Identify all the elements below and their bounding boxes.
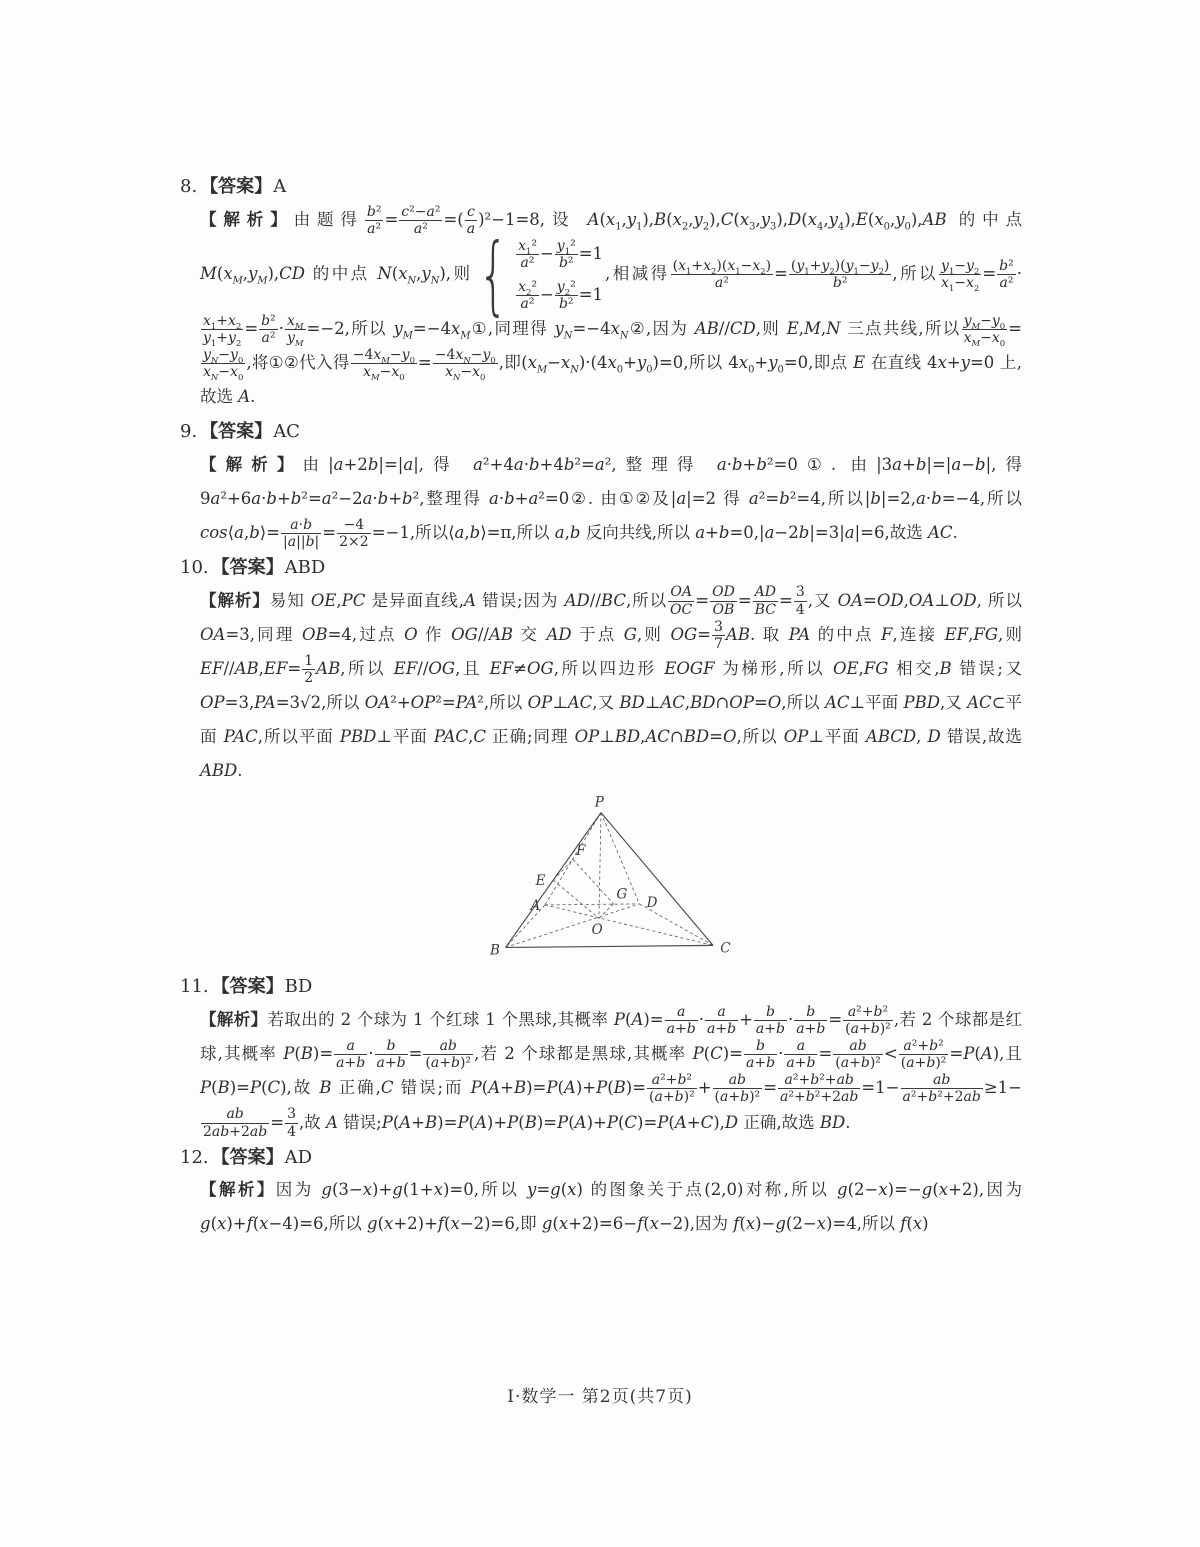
fraction: $\frac{a}{a+b}$	[786, 1038, 816, 1072]
answer-value: AC	[273, 421, 300, 443]
fraction: $\frac{a}{a+b}$	[666, 1004, 696, 1038]
question-number: 8.	[180, 176, 198, 197]
fraction: $\frac{y_1^2}{\text{b²}}$	[556, 237, 576, 271]
fraction: $\frac{b}{a+b}$	[796, 1004, 826, 1038]
edge-OG	[599, 904, 614, 919]
fraction: $\frac{-4}{2\times 2}$	[339, 516, 369, 550]
fraction: $\frac{b}{a+b}$	[376, 1038, 406, 1072]
fraction: $\frac{b}{a+b}$	[746, 1038, 776, 1072]
solution-label: 【解析】	[200, 590, 270, 610]
edge-EF	[553, 860, 573, 881]
fraction: $\frac{a\cdot b}{|a||b|}$	[283, 516, 320, 550]
vertex-label-F: F	[576, 843, 586, 860]
fraction: $\frac{ab}{\text{a²+b²+2ab}}$	[902, 1072, 981, 1106]
answer-line	[180, 173, 1022, 202]
fraction: $\frac{x_M}{y_M}$	[287, 313, 304, 348]
solution-paragraph: 【解析】由|a+2b|=|a|,得 a²+4a·b+4b²=a²,整理得 a·b+b²=0①. 由|3a+b|=|a−b|,得 9a²+6a·b+b²=a²−2a·b+b²,整理得 a·b+a²=0②. 由①②及|a|=2 得 a²=b²=4,所以|b|=2,a·b=−4,所以 cos⟨a,b⟩= $\frac{a\cdot b}{|a||b|}$ = $\frac{-4}{2\times 2}$ =−1,所以⟨a,b⟩=π,所以 a,b 反向共线,所以 a+b=0,|a−2b|=3|a|=6,故选 AC.	[200, 455, 1022, 550]
fraction: $\frac{a}{a+b}$	[706, 1004, 737, 1038]
fraction: $\frac{3}{7}$	[714, 618, 723, 652]
solution-label: 【解析】	[200, 455, 303, 475]
question-block	[180, 173, 1022, 414]
vertex-label-O: O	[591, 922, 603, 939]
fraction: $\frac{b}{a+b}$	[755, 1004, 785, 1038]
fraction: $\frac{1}{2}$	[304, 652, 314, 686]
system-equation: $\frac{x_1^2}{\text{a²}}$ − $\frac{y_1^2}{\text{b²}}$ =1	[518, 237, 604, 271]
fraction: $\frac{x_1^2}{\text{a²}}$	[518, 237, 537, 271]
question-number: 12.	[180, 1146, 209, 1168]
fraction: $\frac{ab}{\text{(a+b)²}}$	[714, 1072, 761, 1106]
vertex-label-P: P	[594, 795, 604, 811]
solution-paragraph: 【解析】易知 OE,PC 是异面直线,A 错误;因为 AD//BC,所以 $\frac{OA}{OC}$ = $\frac{OD}{OB}$ = $\frac{AD}{BC}$ = $\frac{3}{4}$ ,又 OA=OD,OA⊥OD, 所以 OA=3,同理 OB=4,过点 O 作 OG//AB 交 AD 于点 G,则 OG= $\frac{3}{7}$ AB. 取 PA 的中点 F,连接 EF,FG,则 EF//AB,EF= $\frac{1}{2}$ AB,所以 EF//OG,且 EF≠OG,所以四边形 EOGF 为梯形,所以 OE,FG 相交,B 错误;又 OP=3,PA=3√2,所以 OA²+OP²=PA²,所以 OP⊥AC,又 BD⊥AC,BD∩OP=O,所以 AC⊥平面 PBD,又 AC⊂平面 PAC,所以平面 PBD⊥平面 PAC,C 正确;同理 OP⊥BD,AC∩BD=O,所以 OP⊥平面 ABCD, D 错误,故选 ABD.	[200, 584, 1022, 780]
vertex-label-B: B	[490, 943, 500, 960]
answer-label: 【答案】	[200, 176, 273, 197]
vertex-label-C: C	[720, 941, 731, 958]
answer-line	[180, 1144, 1022, 1173]
vertex-label-D: D	[646, 895, 658, 912]
edge-PO	[599, 813, 601, 919]
fraction: $\frac{y_M-y_0}{x_M-x_0}$	[963, 313, 1006, 348]
question-number: 10.	[180, 556, 209, 578]
fraction: $\frac{3}{4}$	[287, 1106, 296, 1140]
solution-paragraph: 【解析】若取出的 2 个球为 1 个红球 1 个黑球,其概率 P(A)= $\frac{a}{a+b}$ · $\frac{a}{a+b}$ + $\frac{b}{a+b}$ · $\frac{b}{a+b}$ = $\frac{\text{a²+b²}}{\text{(a+b)²}}$ ,若 2 个球都是红球,其概率 P(B)= $\frac{a}{a+b}$ · $\frac{b}{a+b}$ = $\frac{ab}{\text{(a+b)²}}$ ,若 2 个球都是黑球,其概率 P(C)= $\frac{b}{a+b}$ · $\frac{a}{a+b}$ = $\frac{ab}{\text{(a+b)²}}$ < $\frac{\text{a²+b²}}{\text{(a+b)²}}$ =P(A),且 P(B)=P(C),故 B 正确,C 错误;而 P(A+B)=P(A)+P(B)= $\frac{\text{a²+b²}}{\text{(a+b)²}}$ + $\frac{ab}{\text{(a+b)²}}$ = $\frac{\text{a²+b²+ab}}{\text{a²+b²+2ab}}$ =1− $\frac{ab}{\text{a²+b²+2ab}}$ ≥1− $\frac{ab}{2ab+2ab}$ = $\frac{3}{4}$ ,故 A 错误;P(A+B)=P(A)+P(B)=P(A)+P(C)=P(A+C),D 正确,故选 BD.	[200, 1004, 1022, 1140]
fraction: $\frac{\text{c²−a²}}{\text{a²}}$	[401, 203, 441, 237]
edge-PB	[506, 813, 601, 948]
page-footer: Ⅰ·数学一 第2页(共7页)	[507, 1387, 693, 1407]
fraction: $\frac{3}{4}$	[795, 584, 805, 618]
edge-PC	[601, 813, 713, 946]
fraction: $\frac{OA}{OC}$	[670, 584, 693, 618]
fraction: $\frac{\text{b²}}{\text{a²}}$	[366, 203, 382, 237]
fraction: $\frac{y_2^2}{\text{b²}}$	[556, 278, 576, 313]
fraction: $\frac{AD}{BC}$	[754, 584, 776, 618]
fraction: $\frac{(x_1+x_2)(x_1-x_2)}{\text{a²}}$	[672, 257, 772, 292]
answer-label: 【答案】	[211, 976, 284, 998]
solution-label: 【解析】	[200, 1010, 268, 1030]
answer-label: 【答案】	[211, 1146, 284, 1168]
answer-value: BD	[284, 976, 313, 998]
fraction: $\frac{y_N-y_0}{x_N-x_0}$	[203, 347, 244, 383]
solution-paragraph: 【解析】由题得 $\frac{\text{b²}}{\text{a²}}$ = $\frac{\text{c²−a²}}{\text{a²}}$ =( $\frac{c}{a}$ )²−1=8,设 $A(x_1,y_1),B(x_2,y_2),C(x_3,y_3),D(x_4,y_4),E(x_0,y_0),AB$ 的中点 $M(x_M,y_M),CD$ 的中点 $N(x_N,y_N)$,则 { $\frac{x_1^2}{\text{a²}}$ − $\frac{y_1^2}{\text{b²}}$ =1 $\frac{x_2^2}{\text{a²}}$ − $\frac{y_2^2}{\text{b²}}$ =1 ,相减得 $\frac{(x_1+x_2)(x_1-x_2)}{\text{a²}}$ = $\frac{(y_1+y_2)(y_1-y_2)}{\text{b²}}$ ,所以 $\frac{y_1-y_2}{x_1-x_2}$ = $\frac{\text{b²}}{\text{a²}}$ · $\frac{x_1+x_2}{y_1+y_2}$ = $\frac{\text{b²}}{\text{a²}}$ · $\frac{x_M}{y_M}$ =−2,所以 $y_M=-4x_M①$,同理得 $y_N=-4x_N②$,因为 AB//CD,则 E,M,N 三点共线,所以 $\frac{y_M-y_0}{x_M-x_0}$ = $\frac{y_N-y_0}{x_N-x_0}$ ,将①②代入得 $\frac{-4x_M-y_0}{x_M-x_0}$ = $\frac{-4x_N-y_0}{x_N-x_0}$ ,即$(x_M-x_N)\cdot(4x_0+y_0)=0$,所以 $4x_0+y_0=0$,即点 E 在直线 4x+y=0 上,故选 A.	[200, 203, 1022, 407]
fraction: $\frac{ab}{2ab+2ab}$	[203, 1106, 268, 1140]
fraction: $\frac{\text{a²+b²}}{\text{(a+b)²}}$	[845, 1004, 891, 1038]
fraction: $\frac{-4x_N-y_0}{x_N-x_0}$	[434, 347, 496, 383]
fraction: $\frac{\text{b²}}{\text{a²}}$	[261, 313, 276, 347]
system-equation: $\frac{x_2^2}{\text{a²}}$ − $\frac{y_2^2}{\text{b²}}$ =1	[518, 278, 604, 313]
answer-value: AD	[284, 1146, 313, 1168]
answer-line	[180, 418, 1022, 447]
question-block	[180, 554, 1022, 968]
edge-PA	[545, 813, 601, 905]
answer-line	[180, 554, 1022, 583]
fraction: $\frac{-4x_M-y_0}{x_M-x_0}$	[352, 347, 415, 383]
fraction: $\frac{x_1+x_2}{y_1+y_2}$	[203, 313, 242, 348]
fraction: $\frac{c}{a}$	[466, 203, 476, 237]
fraction: $\frac{OD}{OB}$	[712, 584, 735, 618]
vertex-label-E: E	[535, 873, 546, 890]
solutions-list	[180, 170, 1022, 1382]
pyramid-figure	[466, 795, 736, 963]
fraction: $\frac{a}{a+b}$	[336, 1038, 366, 1072]
vertex-label-G: G	[616, 887, 628, 904]
edge-BC	[506, 946, 713, 948]
edge-AD	[545, 904, 639, 905]
answer-label: 【答案】	[200, 421, 273, 443]
fraction: $\frac{\text{a²+b²+ab}}{\text{a²+b²+2ab}}$	[780, 1072, 859, 1106]
fraction: $\frac{ab}{\text{(a+b)²}}$	[835, 1038, 881, 1072]
question-number: 11.	[180, 976, 209, 998]
question-block	[180, 973, 1022, 1139]
solution-paragraph: 【解析】因为 g(3−x)+g(1+x)=0,所以 y=g(x) 的图象关于点(2,0)对称,所以 g(2−x)=−g(x+2),因为 g(x)+f(x−4)=6,所以 g(x+2)+f(x−2)=6,即 g(x+2)=6−f(x−2),因为 f(x)−g(2−x)=4,所以 f(x)	[200, 1180, 1022, 1234]
fraction: $\frac{ab}{\text{(a+b)²}}$	[425, 1038, 472, 1072]
answer-value: ABD	[284, 556, 326, 578]
fraction: $\frac{(y_1+y_2)(y_1-y_2)}{\text{b²}}$	[790, 257, 890, 292]
answer-label: 【答案】	[211, 556, 284, 578]
answer-value: A	[273, 176, 287, 197]
edge-BD	[506, 904, 640, 948]
edge-AC	[545, 905, 713, 945]
solution-label: 【解析】	[200, 1180, 276, 1200]
question-number: 9.	[180, 421, 198, 443]
question-block	[180, 418, 1022, 550]
fraction: $\frac{y_1-y_2}{x_1-x_2}$	[941, 257, 980, 293]
question-block	[180, 1144, 1022, 1241]
vertex-label-A: A	[530, 898, 541, 915]
equation-system: { $\frac{x_1^2}{\text{a²}}$ − $\frac{y_1^2}{\text{b²}}$ =1 $\frac{x_2^2}{\text{a²}}$ − $\frac{y_2^2}{\text{b²}}$ =1	[478, 224, 604, 325]
answer-line	[180, 973, 1022, 1002]
fraction: $\frac{x_2^2}{\text{a²}}$	[518, 278, 537, 313]
edge-FG	[573, 860, 613, 905]
fraction: $\frac{\text{a²+b²}}{\text{(a+b)²}}$	[649, 1072, 695, 1106]
figure-container	[180, 795, 1022, 967]
fraction: $\frac{\text{a²+b²}}{\text{(a+b)²}}$	[900, 1038, 947, 1072]
fraction: $\frac{\text{b²}}{\text{a²}}$	[999, 257, 1014, 292]
solution-label: 【解析】	[200, 209, 294, 229]
